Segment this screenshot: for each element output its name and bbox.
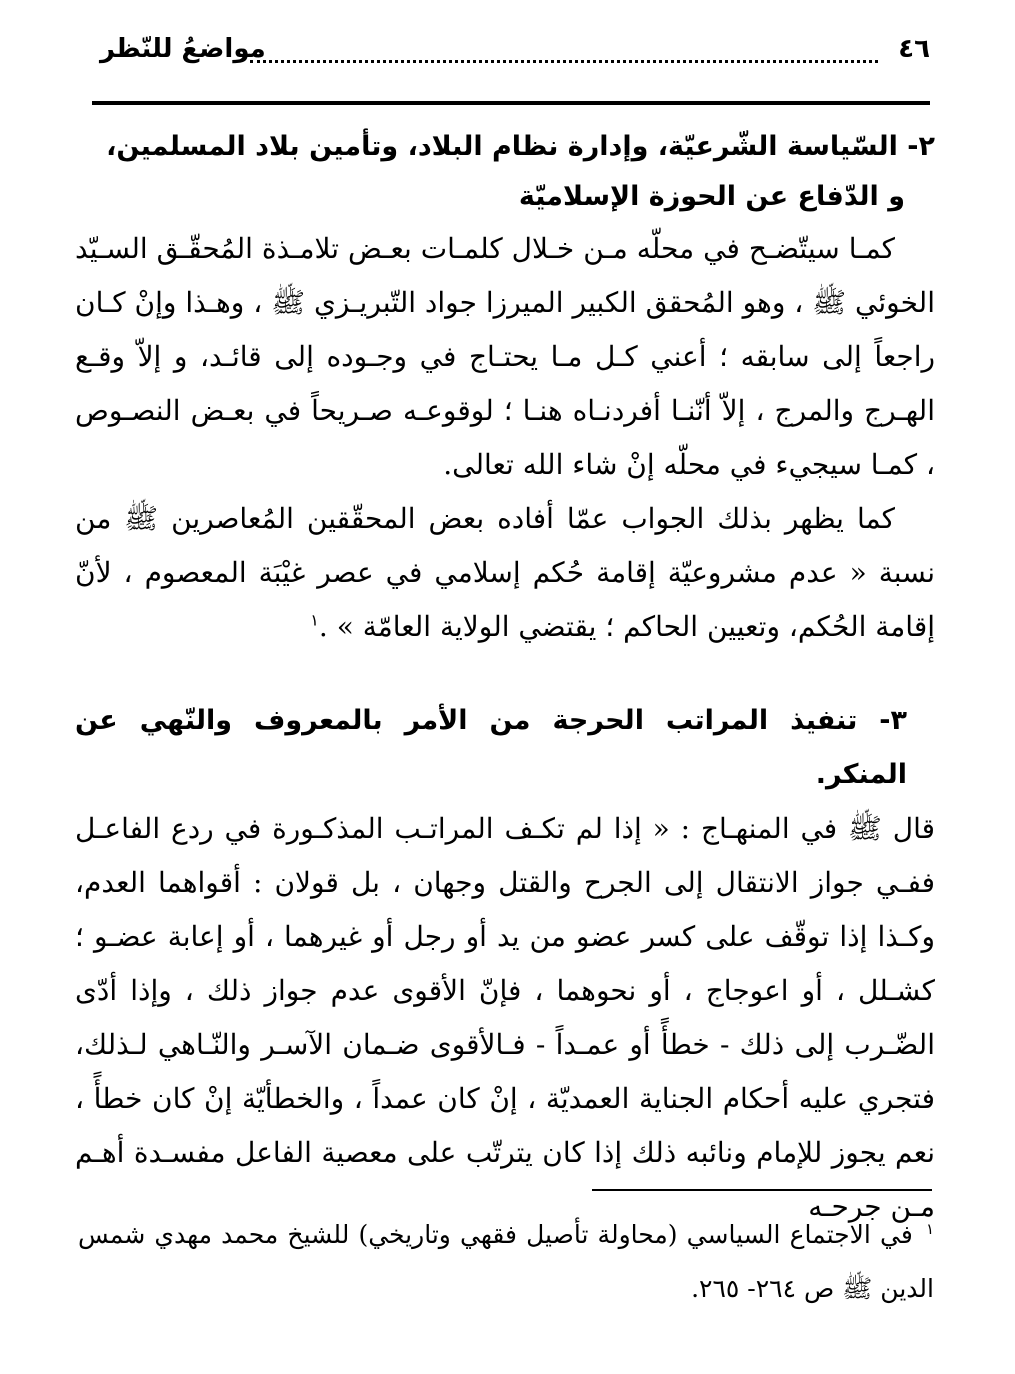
section-2-paragraph-1: كمـا سيتّضـح في محلّه مـن خـلال كلمـات بعـض تلامـذة المُحقّـق السـيّد الخوئي ﷺ ، وهو المُحقق الكبير الميرزا جواد التّبريـزي ﷺ ، وهـذا وإنْ كـان راجعاً إلى سابقه ؛ أعني كـل مـا يحتـاج في وجـوده إلى قائـد، و إلاّ وقـع الهـرج والمرج ، إلاّ أنّنـا أفردنـاه هنـا ؛ لوقوعـه صـريحاً في بعـض النصـوص ، كمـا سيجيء في محلّه إنْ شاء الله تعالى. [75, 232, 935, 481]
section-2-heading-line-2: و الدّفاع عن الحوزة الإسلاميّة [518, 181, 905, 212]
section-3-heading: ٣- تنفيذ المراتب الحرجة من الأمر بالمعروف والنّهي عن المنكر. [75, 705, 907, 790]
running-title: مواضعُ للنّظر [100, 34, 266, 64]
footnote-text: في الاجتماع السياسي (محاولة تأصيل فقهي وتاريخي) للشيخ محمد مهدي شمس الدين ﷺ ص ٢٦٤- ٢٦٥. [78, 1220, 934, 1303]
main-text [75, 122, 935, 1234]
section-3-paragraph-1: قال ﷺ في المنهـاج : « إذا لم تكـف المراتـب المذكـورة في ردع الفاعـل ففـي جواز الانتقال إلى الجرح والقتل وجهان ، بل قولان : أقواهما العدم، وكـذا إذا توقّف على كسر عضو من يد أو رجل أو غيرهما ، أو إعابة عضـو ؛ كشـلل ، أو اعوجاج ، أو نحوهما ، فإنّ الأقوى عدم جواز ذلك ، وإذا أدّى الضّـرب إلى ذلك - خطأً أو عمـداً - فـالأقوى ضـمان الآسـر والنّـاهي لـذلك، فتجري عليه أحكام الجناية العمديّة ، إنْ كان عمداً ، والخطأيّة إنْ كان خطأً ، نعم يجوز للإمام ونائبه ذلك إذا كان يترتّب على معصية الفاعل مفسـدة أهـم مـن جرحـه [75, 812, 935, 1223]
section-2-paragraph-2 [75, 492, 935, 654]
footnote-divider [592, 1189, 932, 1191]
footnote [78, 1208, 934, 1316]
footnote-marker: ١ [925, 1219, 934, 1238]
header-dot-leader [250, 60, 878, 63]
header-divider [92, 101, 930, 105]
footnote-reference: ١ [310, 610, 319, 630]
section-2-paragraph-2-text: كما يظهر بذلك الجواب عمّا أفاده بعض المحقّقين المُعاصرين ﷺ من نسبة « عدم مشروعيّة إقامة حُكم إسلامي في عصر غيْبَة المعصوم ، لأنّ إقامة الحُكم، وتعيين الحاكم ؛ يقتضي الولاية العامّة » . [75, 502, 935, 643]
section-2-heading-line-1: ٢- السّياسة الشّرعيّة، وإدارة نظام البلاد، وتأمين بلاد المسلمين، [106, 131, 935, 162]
section-2-heading [75, 122, 935, 222]
page-number: ٤٦ [898, 34, 930, 64]
running-header [100, 30, 930, 78]
section-spacer [75, 654, 935, 694]
